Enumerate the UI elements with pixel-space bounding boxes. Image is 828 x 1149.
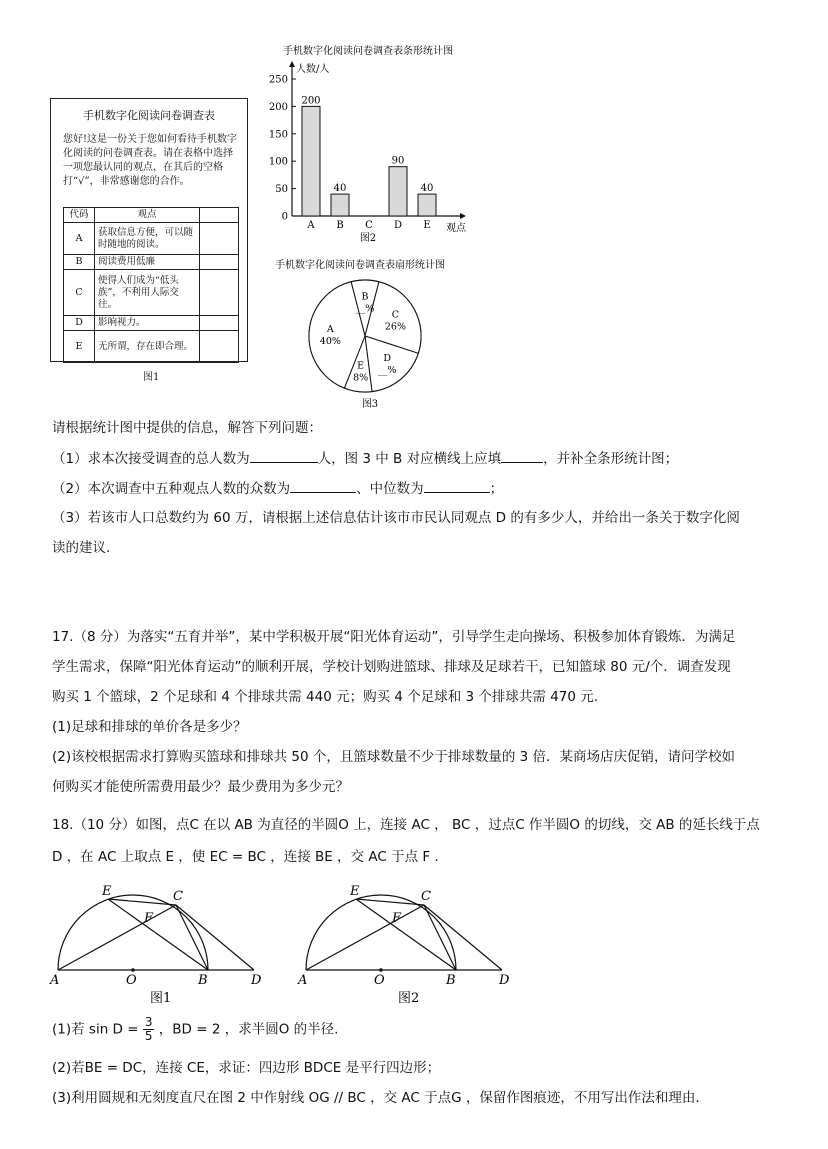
q18-sub1 bbox=[52, 1016, 338, 1043]
table-row bbox=[64, 255, 239, 270]
fig1-geo-caption: 图1 bbox=[150, 991, 172, 1006]
q16-p2a: （2）本次调查中五种观点人数的众数为 bbox=[52, 481, 291, 497]
q18-sub3: (3)利用圆规和无刻度直尺在图 2 中作射线 OG // BC ，交 AC 于点G ，保留作图痕迹，不用写出作法和理由. bbox=[52, 1090, 700, 1106]
bar-chart-ylabel: 人数/人 bbox=[296, 64, 330, 75]
bar-chart-title: 手机数字化阅读问卷调查表条形统计图 bbox=[283, 46, 453, 57]
answer-blank bbox=[250, 448, 318, 463]
bar-chart-xlabel: 观点 bbox=[446, 223, 466, 234]
row-text: 无所谓，存在即合理。 bbox=[95, 331, 200, 363]
fig2-geo-caption: 图2 bbox=[398, 991, 420, 1006]
q18-line2: D ，在 AC 上取点 E ，使 EC = BC ，连接 BE ，交 AC 于点 F . bbox=[52, 849, 439, 865]
y-tick-label: 150 bbox=[268, 129, 288, 141]
row-code: A bbox=[64, 223, 95, 255]
table-row bbox=[64, 270, 239, 316]
tangent-CD bbox=[176, 905, 254, 970]
fig3-caption: 图3 bbox=[361, 399, 379, 410]
q17-sub1: (1)足球和排球的单价各是多少？ bbox=[52, 719, 247, 735]
geometry-figure-2 bbox=[297, 884, 510, 1006]
check-cell bbox=[200, 208, 239, 223]
row-text: 影响视力。 bbox=[95, 316, 200, 331]
survey-form bbox=[50, 98, 248, 362]
q16-part1 bbox=[52, 448, 678, 469]
check-cell bbox=[200, 331, 239, 363]
y-tick-label: 200 bbox=[268, 101, 288, 113]
q16-p1c: ，并补全条形统计图； bbox=[543, 451, 679, 467]
check-cell bbox=[200, 316, 239, 331]
y-axis-arrow bbox=[289, 61, 295, 67]
bar-E bbox=[418, 194, 436, 216]
bar-B bbox=[331, 194, 349, 216]
q17-sub2-line2: 何购买才能使所需费用最少？最少费用为多少元？ bbox=[52, 779, 349, 795]
table-row bbox=[64, 331, 239, 363]
label-B: B bbox=[446, 973, 456, 988]
row-code: E bbox=[64, 331, 95, 363]
y-tick-label: 250 bbox=[268, 74, 288, 86]
q16-p1b: 人，图 3 中 B 对应横线上应填 bbox=[317, 451, 502, 467]
pie-slice-percent: 8% bbox=[353, 372, 369, 384]
q18-s1a: (1)若 sin D = bbox=[52, 1021, 139, 1038]
q18-s1b: ，BD = 2 ，求半圆O 的半径. bbox=[158, 1021, 339, 1038]
table-header-row bbox=[64, 208, 239, 223]
label-C: C bbox=[173, 889, 183, 904]
y-tick-label: 100 bbox=[268, 156, 288, 168]
q16-part3-line2: 读的建议. bbox=[52, 540, 111, 556]
q17-line2: 学生需求，保障“阳光体育运动”的顺利开展，学校计划购进篮球、排球及足球若干，已知篮球 80 元/个．调查发现 bbox=[52, 659, 731, 675]
label-D: D bbox=[251, 973, 262, 988]
q17-sub2-line1: (2)该校根据需求打算购买篮球和排球共 50 个，且篮球数量不少于排球数量的 3 倍．某商场店庆促销，请问学校如 bbox=[52, 749, 736, 765]
pie-slice-label: E bbox=[357, 360, 365, 372]
bar-D bbox=[389, 167, 407, 216]
header-view: 观点 bbox=[95, 208, 200, 223]
table-row bbox=[64, 223, 239, 255]
answer-blank bbox=[501, 448, 543, 463]
label-C: C bbox=[421, 889, 431, 904]
label-E: E bbox=[102, 884, 112, 899]
q16-p2c: ； bbox=[489, 481, 504, 497]
geometry-figures bbox=[40, 878, 520, 1006]
label-F: F bbox=[392, 911, 402, 926]
semicircle-arc bbox=[58, 895, 208, 970]
line-AC bbox=[58, 905, 176, 970]
fig2-caption: 图2 bbox=[359, 233, 377, 244]
q16-p1a: （1）求本次接受调查的总人数为 bbox=[52, 451, 250, 467]
bar-value-label: 200 bbox=[301, 95, 321, 107]
survey-intro: 您好!这是一份关于您如何看待手机数字化阅读的问卷调查表。请在表格中选择一项您最认同的观点，在其后的空格打“√”，非常感谢您的合作。 bbox=[63, 134, 238, 187]
label-A: A bbox=[50, 973, 60, 988]
y-tick-label: 0 bbox=[281, 211, 288, 223]
fraction-denominator: 5 bbox=[144, 1029, 153, 1043]
fig1-caption: 图1 bbox=[143, 372, 160, 383]
center-point bbox=[131, 968, 135, 972]
bar-A bbox=[302, 106, 320, 216]
check-cell bbox=[200, 270, 239, 316]
pie-slice-label: A bbox=[326, 323, 334, 335]
fraction-numerator: 3 bbox=[144, 1015, 153, 1029]
geometry-figure-1 bbox=[49, 884, 262, 1006]
row-text: 使得人们成为“低头族”，不利用人际交往。 bbox=[95, 270, 200, 316]
survey-table bbox=[63, 207, 239, 363]
pie-chart bbox=[258, 256, 478, 416]
q17-line3: 购买 1 个篮球，2 个足球和 4 个排球共需 440 元；购买 4 个足球和 3 个排球共需 470 元. bbox=[52, 689, 599, 705]
pie-slice-label: B bbox=[361, 291, 369, 303]
semicircle-arc bbox=[306, 895, 456, 970]
label-F: F bbox=[144, 911, 154, 926]
pie-slice-percent: __% bbox=[377, 364, 397, 376]
center-point bbox=[379, 968, 383, 972]
x-tick-label: C bbox=[365, 220, 373, 231]
q16-intro: 请根据统计图中提供的信息，解答下列问题： bbox=[52, 420, 322, 436]
fraction bbox=[143, 1016, 155, 1043]
bar-value-label: 40 bbox=[420, 183, 434, 195]
row-text: 阅读费用低廉 bbox=[95, 255, 200, 270]
q18-sub2: (2)若BE = DC，连接 CE，求证：四边形 BDCE 是平行四边形； bbox=[52, 1060, 441, 1076]
line-BC bbox=[176, 905, 208, 970]
answer-blank bbox=[424, 478, 490, 493]
x-tick-label: E bbox=[423, 220, 431, 231]
x-tick-label: A bbox=[307, 220, 315, 231]
q16-part3-line1: （3）若该市人口总数约为 60 万，请根据上述信息估计该市市民认同观点 D 的有多少人，并给出一条关于数字化阅 bbox=[52, 510, 740, 526]
pie-chart-title: 手机数字化阅读问卷调查表扇形统计图 bbox=[275, 260, 445, 271]
label-D: D bbox=[499, 973, 510, 988]
row-code: D bbox=[64, 316, 95, 331]
label-A: A bbox=[298, 973, 308, 988]
row-text: 获取信息方便，可以随时随地的阅读。 bbox=[95, 223, 200, 255]
q18-line1: 18.（10 分）如图，点C 在以 AB 为直径的半圆O 上，连接 AC ， BC ，过点C 作半圆O 的切线，交 AB 的延长线于点 bbox=[52, 817, 760, 833]
q16-part2 bbox=[52, 478, 503, 499]
pie-slice-percent: 40% bbox=[319, 335, 341, 347]
x-axis-arrow bbox=[460, 213, 466, 219]
pie-slice-label: D bbox=[383, 352, 391, 364]
check-cell bbox=[200, 255, 239, 270]
x-tick-label: D bbox=[393, 220, 403, 231]
pie-slice-percent: __% bbox=[355, 303, 375, 315]
survey-title: 手机数字化阅读问卷调查表 bbox=[83, 109, 215, 122]
q17-line1: 17.（8 分）为落实“五育并举”，某中学积极开展“阳光体育运动”，引导学生走向操场、积极参加体育锻炼．为满足 bbox=[52, 629, 736, 645]
bar-value-label: 40 bbox=[333, 183, 347, 195]
pie-slice-percent: 26% bbox=[384, 321, 406, 333]
label-O: O bbox=[374, 973, 385, 988]
check-cell bbox=[200, 223, 239, 255]
label-B: B bbox=[198, 973, 208, 988]
bar-chart bbox=[258, 40, 478, 250]
x-tick-label: B bbox=[336, 220, 344, 231]
y-tick-label: 50 bbox=[275, 184, 288, 196]
row-code: B bbox=[64, 255, 95, 270]
tangent-CD bbox=[424, 905, 502, 970]
q16-p2b: 、中位数为 bbox=[356, 481, 424, 497]
label-O: O bbox=[126, 973, 137, 988]
pie-slice-label: C bbox=[391, 309, 400, 321]
bar-value-label: 90 bbox=[391, 155, 405, 167]
table-row bbox=[64, 316, 239, 331]
row-code: C bbox=[64, 270, 95, 316]
line-AC bbox=[306, 905, 424, 970]
line-BC bbox=[424, 905, 456, 970]
label-E: E bbox=[350, 884, 360, 899]
answer-blank bbox=[290, 478, 356, 493]
header-code: 代码 bbox=[64, 208, 95, 223]
